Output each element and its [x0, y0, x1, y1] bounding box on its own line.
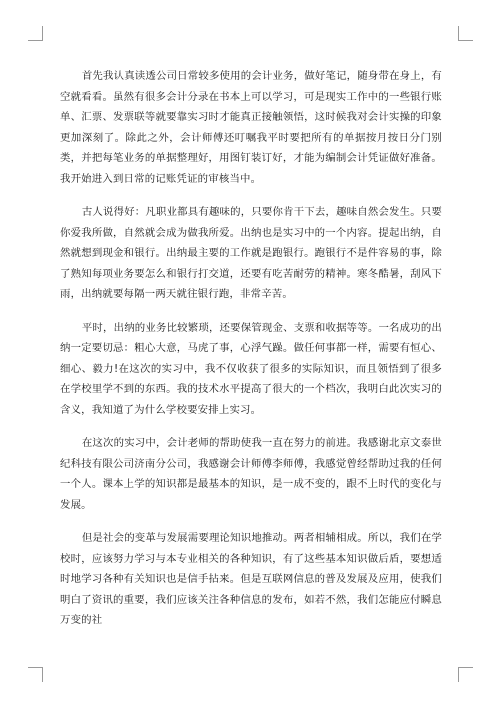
- crop-mark-top-left: [28, 26, 43, 41]
- paragraph-5: 但是社会的变革与发展需要理论知识地推动。两者相辅相成。所以，我们在学校时，应该努力学习与本专业相关的各种知识，有了这些基本知识做后盾，要想适时地学习各种有关知识也是信手拈来。但是互联网信息的普及发展及应用，使我们明白了资讯的重要，我们应该关注各种信息的发布，如若不然，我们怎能应付瞬息万变的社: [60, 532, 442, 626]
- paragraph-1: 首先我认真读透公司日常较多使用的会计业务，做好笔记，随身带在身上，有空就看看。虽然有很多会计分录在书本上可以学习，可是现实工作中的一些银行账单、汇票、发票联等就要靠实习时才能真正接触领悟，这时候我对会计实操的印象更加深刻了。除此之外，会计师傅还叮嘱我平时要把所有的单据按月按日分门别类，并把每笔业务的单据整理好，用图钉装订好，才能为编制会计凭证做好准备。我开始进入到日常的记账凭证的审核当中。: [60, 70, 442, 185]
- crop-mark-bottom-right: [458, 667, 473, 682]
- crop-mark-bottom-left: [28, 667, 43, 682]
- document-body: [60, 66, 442, 644]
- paragraph-3: 平时，出纳的业务比较繁琐，还要保管现金、支票和收据等等。一名成功的出纳一定要切忌：粗心大意，马虎了事，心浮气躁。做任何事都一样，需要有恒心、细心、毅力!在这次的实习中，我不仅收获了很多的实际知识，而且领悟到了很多在学校里学不到的东西。我的技术水平提高了很大的一个档次，我明白此次实习的含义，我知道了为什么学校要安排上实习。: [60, 321, 442, 416]
- paragraph-4: 在这次的实习中，会计老师的帮助使我一直在努力的前进。我感谢北京文泰世纪科技有限公司济南分公司，我感谢会计师傅李师傅，我感觉曾经帮助过我的任何一个人。课本上学的知识都是最基本的知识，是一成不变的，跟不上时代的变化与发展。: [60, 437, 442, 511]
- paragraph-2: 古人说得好：凡职业都具有趣味的，只要你肯干下去，趣味自然会发生。只要你爱我所做，自然就会成为做我所爱。出纳也是实习中的一个内容。提起出纳，自然就想到现金和银行。出纳最主要的工作就是跑银行。跑银行不是件容易的事，除了熟知每项业务要怎么和银行打交道，还要有吃苦耐劳的精神。寒冬酷暑，刮风下雨，出纳就要每隔一两天就往银行跑，非常辛苦。: [60, 206, 442, 300]
- crop-mark-top-right: [458, 26, 473, 41]
